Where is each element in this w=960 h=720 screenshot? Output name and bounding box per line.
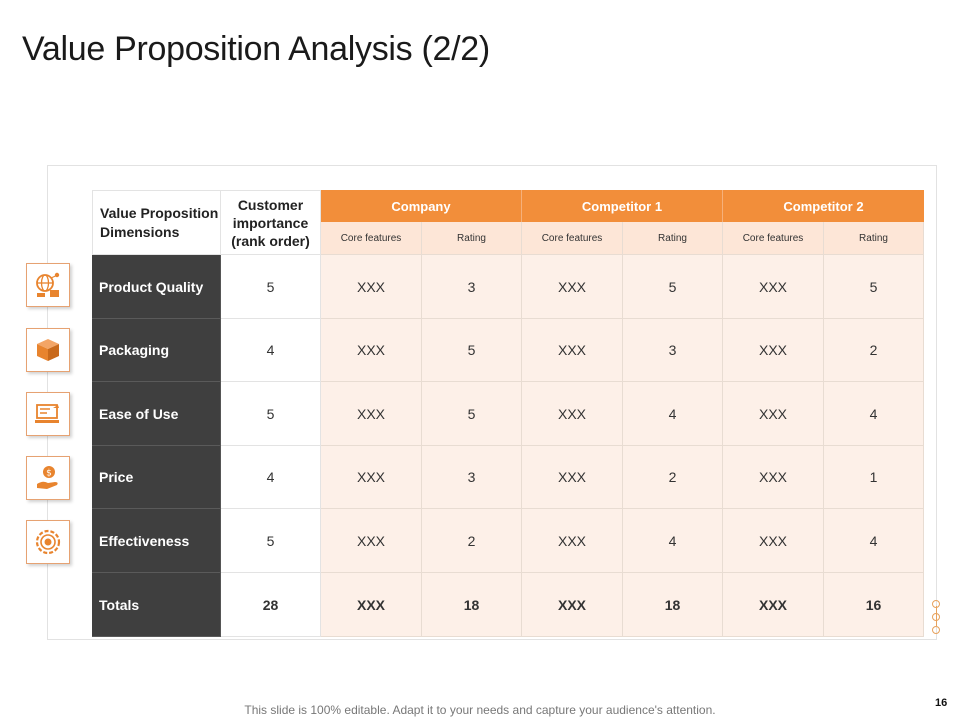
group-header-competitor-1: Competitor 1 — [522, 190, 723, 222]
decorative-dot — [932, 626, 940, 634]
svg-text:$: $ — [46, 468, 52, 479]
target-gear-icon — [26, 520, 70, 564]
subheader-cell: Core features — [522, 222, 623, 255]
totals-cell: 18 — [422, 573, 522, 637]
table-cell: 4 — [623, 509, 723, 573]
slide-title: Value Proposition Analysis (2/2) — [22, 30, 490, 68]
subheader-cell: Core features — [723, 222, 824, 255]
table-cell: 3 — [623, 319, 723, 382]
table-cell: XXX — [723, 255, 824, 319]
totals-cell: XXX — [723, 573, 824, 637]
table-cell: XXX — [321, 319, 422, 382]
decorative-dot — [932, 613, 940, 621]
importance-cell: 5 — [221, 509, 321, 573]
table-cell: 1 — [824, 446, 924, 509]
footer-note: This slide is 100% editable. Adapt it to your needs and capture your audience's attention. — [244, 703, 716, 717]
table-cell: XXX — [321, 446, 422, 509]
table-cell: XXX — [723, 319, 824, 382]
subheader-cell: Rating — [824, 222, 924, 255]
table-cell: XXX — [522, 446, 623, 509]
row-label: Effectiveness — [92, 509, 221, 573]
totals-cell: 18 — [623, 573, 723, 637]
totals-label: Totals — [92, 573, 221, 637]
table-cell: XXX — [321, 382, 422, 446]
table-cell: XXX — [321, 255, 422, 319]
table-cell: XXX — [723, 446, 824, 509]
importance-header: Customer importance (rank order) — [221, 190, 321, 255]
value-proposition-table — [92, 190, 923, 637]
decorative-dot — [932, 600, 940, 608]
subheader-cell: Rating — [623, 222, 723, 255]
table-cell: XXX — [522, 382, 623, 446]
table-cell: XXX — [522, 509, 623, 573]
table-cell: 5 — [422, 319, 522, 382]
dollar-hand-icon — [26, 456, 70, 500]
table-cell: 2 — [623, 446, 723, 509]
row-label: Ease of Use — [92, 382, 221, 446]
table-cell: XXX — [723, 382, 824, 446]
importance-cell: 5 — [221, 382, 321, 446]
dimension-header: Value Proposition Dimensions — [92, 190, 221, 255]
group-header-company: Company — [321, 190, 522, 222]
importance-cell: 4 — [221, 446, 321, 509]
table-cell: 3 — [422, 255, 522, 319]
table-cell: XXX — [723, 509, 824, 573]
table-cell: XXX — [321, 509, 422, 573]
table-cell: XXX — [522, 255, 623, 319]
table-cell: 2 — [422, 509, 522, 573]
importance-cell: 4 — [221, 319, 321, 382]
page-number: 16 — [935, 697, 948, 709]
table-cell: 4 — [824, 382, 924, 446]
totals-cell: XXX — [321, 573, 422, 637]
table-cell: 2 — [824, 319, 924, 382]
table-cell: XXX — [522, 319, 623, 382]
totals-importance: 28 — [221, 573, 321, 637]
table-cell: 5 — [422, 382, 522, 446]
table-cell: 4 — [824, 509, 924, 573]
totals-cell: 16 — [824, 573, 924, 637]
subheader-cell: Rating — [422, 222, 522, 255]
table-cell: 3 — [422, 446, 522, 509]
row-label: Price — [92, 446, 221, 509]
importance-cell: 5 — [221, 255, 321, 319]
subheader-cell: Core features — [321, 222, 422, 255]
totals-cell: XXX — [522, 573, 623, 637]
monitor-hand-icon — [26, 392, 70, 436]
table-cell: 5 — [623, 255, 723, 319]
globe-network-icon — [26, 263, 70, 307]
table-cell: 5 — [824, 255, 924, 319]
row-label: Product Quality — [92, 255, 221, 319]
group-header-competitor-2: Competitor 2 — [723, 190, 924, 222]
package-box-icon — [26, 328, 70, 372]
table-cell: 4 — [623, 382, 723, 446]
row-label: Packaging — [92, 319, 221, 382]
